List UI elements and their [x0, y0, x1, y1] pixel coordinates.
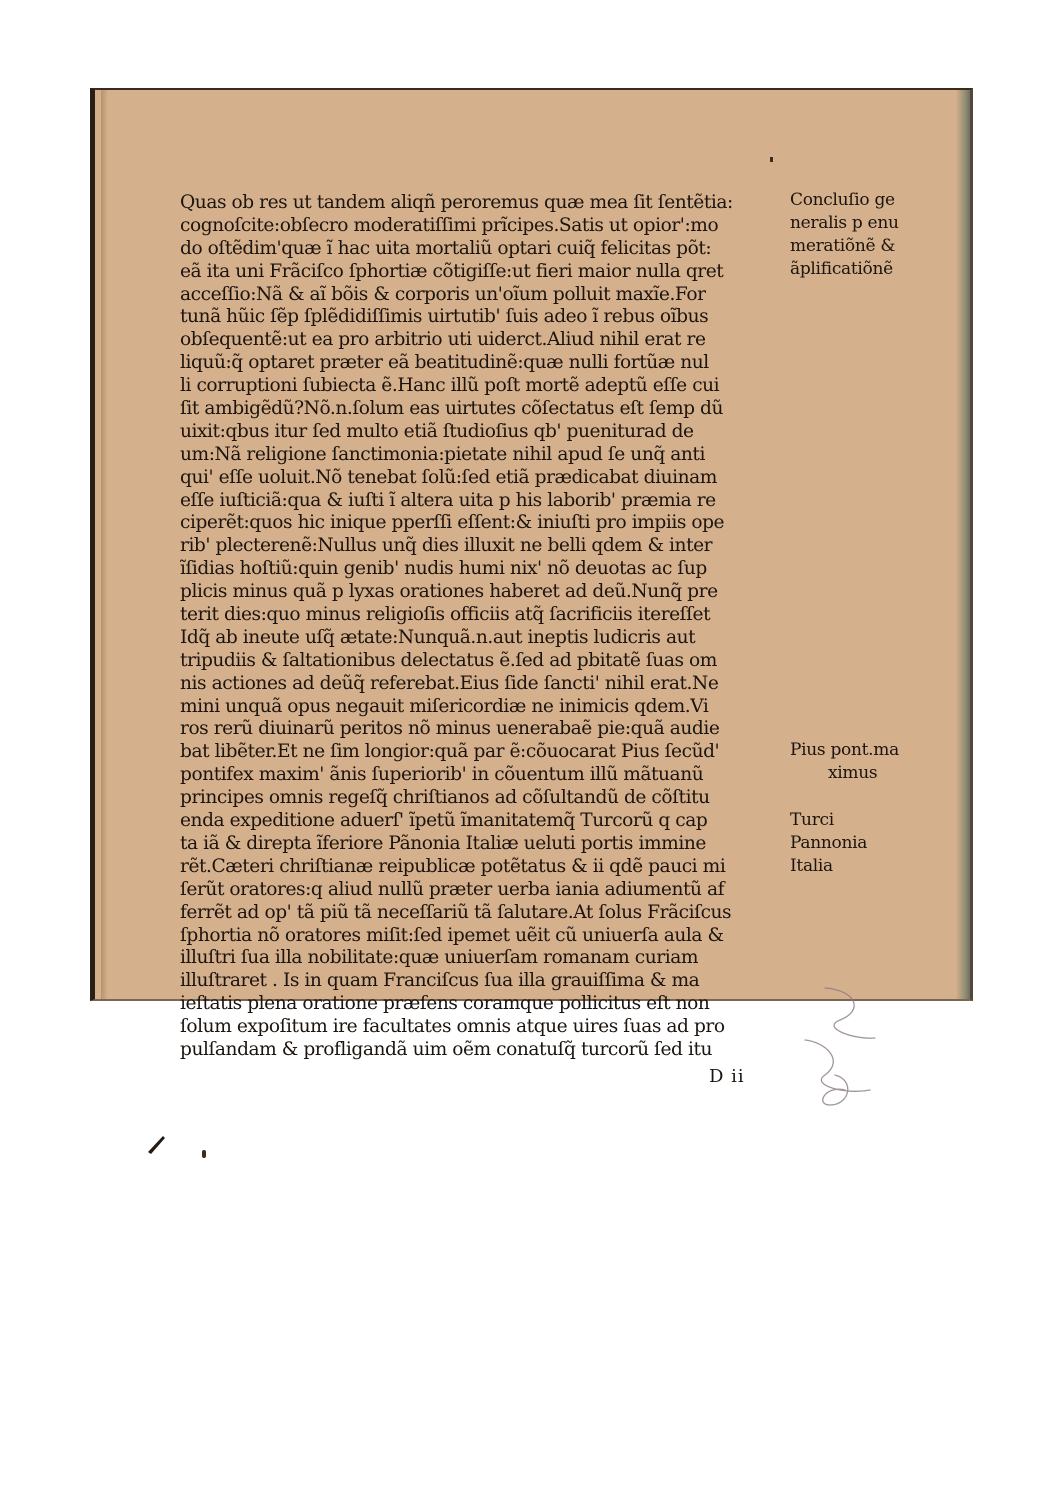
margin-note-line: Pius pont.ma — [790, 740, 899, 760]
text-line: rib' plecterenẽ:Nullus unq̃ dies illuxit ne belli qdem & inter — [180, 535, 713, 557]
text-line: tunã hũic ſẽp ſplẽdidiſſimis uirtutib' ſuis adeo ĩ rebus oĩbus — [180, 306, 709, 328]
margin-note-line: meratiõnẽ & — [790, 235, 896, 256]
margin-note-line: Turci — [790, 810, 834, 830]
text-line: Quas ob res ut tandem aliqñ peroremus quæ mea ſit ſentẽtia: — [180, 192, 733, 213]
text-line: illuſtri ſua illa nobilitate:quæ uniuerſam romanam curiam — [180, 947, 699, 969]
text-line: obſequentẽ:ut ea pro arbitrio uti uiderct.Aliud nihil erat re — [180, 329, 706, 351]
text-line: ros rerũ diuinarũ peritos nõ minus uenerabaẽ pie:quã audie — [180, 718, 720, 740]
text-line: mini unquã opus negauit miſericordiæ ne inimicis qdem.Vi — [180, 695, 709, 717]
text-line: enda expeditione aduerſ' ĩpetũ ĩmanitatemq̃ Turcorũ q cap — [180, 810, 708, 832]
text-line: ieſtatis plena oratione præſens coramque pollicitus eſt non — [180, 993, 710, 1015]
main-text-block — [180, 192, 780, 1062]
text-line: uixit:qbus itur ſed multo etiã ſtudioſius qb' pueniturad de — [180, 420, 694, 442]
text-line: eã ita uni Frãciſco ſphortiæ cõtigiſſe:ut fieri maior nulla qret — [180, 260, 724, 282]
text-line: qui' eſſe uoluit.Nõ tenebat ſolũ:ſed etiã prædicabat diuinam — [180, 466, 717, 488]
text-line: pulſandam & profligandã uim oẽm conatuſq̃ turcorũ ſed itu — [180, 1038, 713, 1060]
text-line: terit dies:quo minus religioſis officiis atq̃ ſacrificiis itereſſet — [180, 604, 711, 626]
margin-note-line: ximus — [828, 762, 878, 783]
margin-note-line: Italia — [790, 855, 833, 876]
text-line: liquũ:q̃ optaret præter eã beatitudinẽ:quæ nulli fortũæ nul — [180, 352, 709, 374]
text-line: bat libẽter.Et ne ſim longior:quã par ẽ:cõuocarat Pius ſecũd' — [180, 741, 720, 763]
margin-note-line: Concluſio ge — [790, 190, 895, 210]
text-line: acceſſio:Nã & aĩ bõis & corporis un'oĩum polluit maxĩe.For — [180, 283, 706, 305]
text-line: ta iã & direpta ĩferiore Pãnonia Italiæ ueluti portis immine — [180, 832, 706, 854]
margin-note-line: ãplificatiõnẽ — [790, 258, 893, 279]
margin-note-conclusio — [790, 189, 940, 281]
text-line: pontifex maxim' ãnis ſuperiorib' in cõuentum illũ mãtuanũ — [180, 764, 704, 786]
text-line: ciperẽt:quos hic inique pperſſi eſſent:& iniuſti pro impiis ope — [180, 512, 725, 534]
text-line: li corruptioni ſubiecta ẽ.Hanc illũ poſt mortẽ adeptũ eſſe cui — [180, 375, 720, 397]
text-line: ſphortia nõ oratores miſit:ſed ipemet uẽit cũ uniuerſa aula & — [180, 924, 724, 946]
text-line: rẽt.Cæteri chriſtianæ reipublicæ potẽtatus & ii qdẽ pauci mi — [180, 855, 726, 877]
text-line: cognoſcite:obſecro moderatiſſimi prĩcipes.Satis ut opior':mo — [180, 214, 719, 236]
text-line: ſit ambigẽdũ?Nõ.n.ſolum eas uirtutes cõſectatus eſt ſemp dũ — [180, 398, 724, 420]
margin-note-turci — [790, 809, 940, 878]
margin-note-line: neralis p enu — [790, 212, 899, 233]
text-line: ferrẽt ad op' tã piũ tã neceſſariũ tã ſalutare.At ſolus Frãciſcus — [180, 901, 732, 923]
margin-note-line: Pannonia — [790, 832, 868, 853]
ink-speck — [202, 1150, 206, 1158]
text-line: ſerũt oratores:q aliud nullũ præter uerba iania adiumentũ af — [180, 878, 725, 900]
text-line: plicis minus quã p lyxas orationes haberet ad deũ.Nunq̃ pre — [180, 581, 718, 603]
text-line: Idq̃ ab ineute uſq̃ ætate:Nunquã.n.aut ineptis ludicris aut — [180, 626, 696, 648]
text-line: tripudiis & ſaltationibus delectatus ẽ.ſed ad pbitatẽ ſuas om — [180, 649, 717, 671]
text-line: um:Nã religione ſanctimonia:pietate nihil apud ſe unq̃ anti — [180, 443, 705, 465]
signature-mark: D ii — [709, 1066, 745, 1087]
text-line: principes omnis regeſq̃ chriſtianos ad cõſultandũ de cõſtitu — [180, 787, 710, 809]
margin-note-pius — [790, 739, 940, 785]
manuscript-page — [90, 88, 973, 1087]
text-line: ĩſidias hoſtiũ:quin genib' nudis humi nix' nõ deuotas ac ſup — [180, 558, 707, 580]
text-line: illuſtraret . Is in quam Franciſcus ſua illa grauiſſima & ma — [180, 970, 700, 992]
ink-speck — [770, 157, 773, 162]
text-line: ſolum expoſitum ire facultates omnis atque uires ſuas ad pro — [180, 1016, 725, 1038]
text-line: nis actiones ad deũq̃ referebat.Eius ſide ſancti' nihil erat.Ne — [180, 672, 719, 694]
text-line: eſſe iuſticiã:qua & iuſti ĩ altera uita p his laborib' præmia re — [180, 489, 716, 511]
marginal-flourish — [785, 980, 895, 1120]
ink-blot — [143, 1130, 171, 1158]
text-line: do oſtẽdim'quæ ĩ hac uita mortaliũ optari cuiq̃ felicitas põt: — [180, 237, 712, 259]
